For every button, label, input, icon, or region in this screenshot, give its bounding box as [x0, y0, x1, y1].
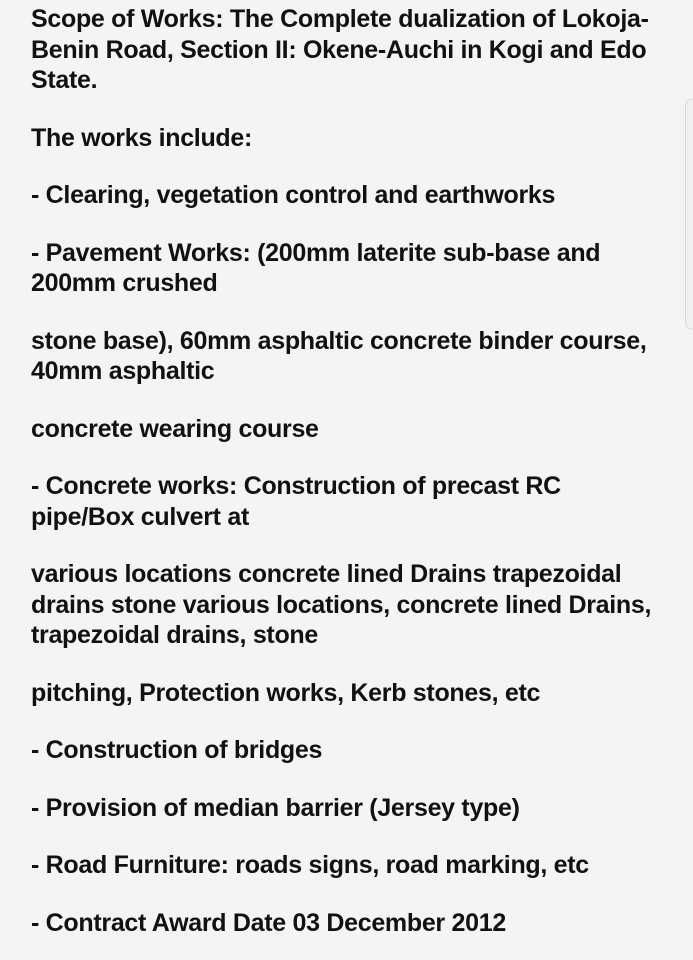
document-body — [31, 4, 671, 938]
works-include-label: The works include: — [31, 123, 253, 152]
list-item-pavement-works: - Pavement Works: (200mm laterite sub-base and 200mm crushed — [31, 238, 601, 297]
list-item-clearing: - Clearing, vegetation control and earthworks — [31, 181, 556, 209]
edge-scroll-handle[interactable] — [685, 98, 693, 330]
pavement-works-continued-2: concrete wearing course — [31, 414, 319, 443]
list-item-award-date: - Contract Award Date 03 December 2012 — [31, 908, 506, 937]
list-item-road-furniture: - Road Furniture: roads signs, road marking, etc — [31, 851, 589, 879]
list-item-bridges: - Construction of bridges — [31, 736, 323, 764]
concrete-works-continued-1: various locations concrete lined Drains trapezoidal drains stone various locations, concrete lined Drains, trapezoidal drains, stone — [31, 560, 652, 649]
concrete-works-continued-2: pitching, Protection works, Kerb stones, etc — [31, 678, 541, 707]
list-item-concrete-works: - Concrete works: Construction of precast RC pipe/Box culvert at — [31, 472, 561, 531]
list-item-median-barrier: - Provision of median barrier (Jersey type) — [31, 793, 520, 822]
scope-heading: Scope of Works: The Complete dualization of Lokoja- Benin Road, Section II: Okene-Auchi in Kogi and Edo State. — [31, 5, 649, 94]
pavement-works-continued-1: stone base), 60mm asphaltic concrete binder course, 40mm asphaltic — [31, 326, 647, 385]
